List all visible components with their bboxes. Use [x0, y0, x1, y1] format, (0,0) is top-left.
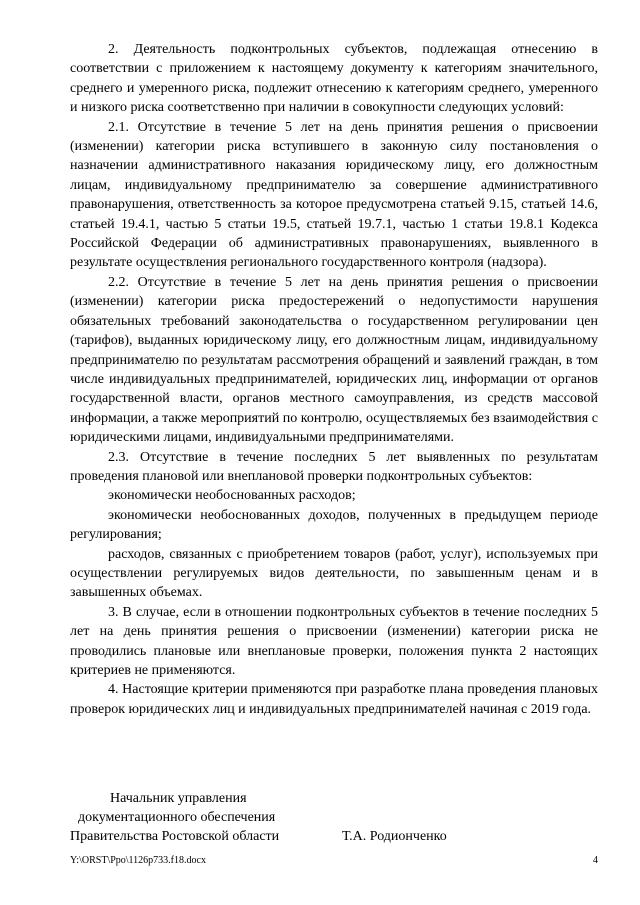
paragraph-2-1: 2.1. Отсутствие в течение 5 лет на день принятия решения о присвоении (изменении) категории риска вступившего в законную силу постановления о назначении административного наказания юридическому лицу, его должностным лицам, индивидуальному предпринимателю за совершение административного правонарушения, ответственность за которое предусмотрена статьей 9.15, статьей 14.6, статьей 19.4.1, частью 5 статьи 19.5, статьей 19.7.1, частью 1 статьи 19.8.1 Кодекса Российской Федерации об административных правонарушениях, выявленного в результате осуществления регионального государственного контроля (надзора).: [70, 119, 598, 271]
signer-position-line-3: Правительства Ростовской области: [70, 829, 280, 844]
paragraph-2-2: 2.2. Отсутствие в течение 5 лет на день принятия решения о присвоении (изменении) категории риска предостережений о недопустимости нарушения обязательных требований законодательства о государственном регулировании цен (тарифов), выданных юридическому лицу, его должностным лицам, индивидуальному предпринимателю по результатам рассмотрения обращений и заявлений граждан, в том числе индивидуальных предпринимателей, юридических лиц, информации от органов государственной власти, органов местного самоуправления, из средств массовой информации, а также мероприятий по контролю, осуществляемых без взаимодействия с юридическими лицами, индивидуальными предпринимателями.: [70, 274, 598, 446]
signature-block: [70, 789, 598, 846]
signer-position-line-2: документационного обеспечения: [78, 810, 276, 825]
list-item-expenses: экономически необоснованных расходов;: [108, 488, 356, 504]
document-body: [70, 40, 598, 719]
paragraph-3: 3. В случае, если в отношении подконтрольных субъектов в течение последних 5 лет на день принятия решения о присвоении (изменении) категории риска не проводились плановые или внеплановые проверки, положения пункта 2 настоящих критериев не применяются.: [70, 604, 598, 678]
paragraph-4: 4. Настоящие критерии применяются при разработке плана проведения плановых проверок юридических лиц и индивидуальных предпринимателей начиная с 2019 года.: [70, 682, 598, 717]
list-item-income: экономически необоснованных доходов, полученных в предыдущем периоде регулирования;: [70, 507, 598, 543]
list-item-purchases: расходов, связанных с приобретением товаров (работ, услуг), используемых при осуществлении регулируемых видов деятельности, по завышенным ценам и в завышенных объемах.: [70, 546, 598, 601]
signer-name: Т.А. Родионченко: [342, 829, 447, 844]
signer-position-line-1: Начальник управления: [110, 791, 247, 806]
paragraph-2: 2. Деятельность подконтрольных субъектов, подлежащая отнесению в соответствии с приложением к настоящему документу к категориям значительного, среднего и умеренного риска, подлежит отнесению к категориям среднего, умеренного и низкого риска соответственно при наличии в совокупности следующих условий:: [70, 42, 598, 116]
file-path: Y:\ORST\Ppo\1126p733.f18.docx: [70, 855, 206, 866]
paragraph-2-3: 2.3. Отсутствие в течение последних 5 лет выявленных по результатам проведения плановой или внеплановой проверки подконтрольных субъектов:: [70, 449, 598, 484]
page-number: 4: [593, 855, 598, 866]
